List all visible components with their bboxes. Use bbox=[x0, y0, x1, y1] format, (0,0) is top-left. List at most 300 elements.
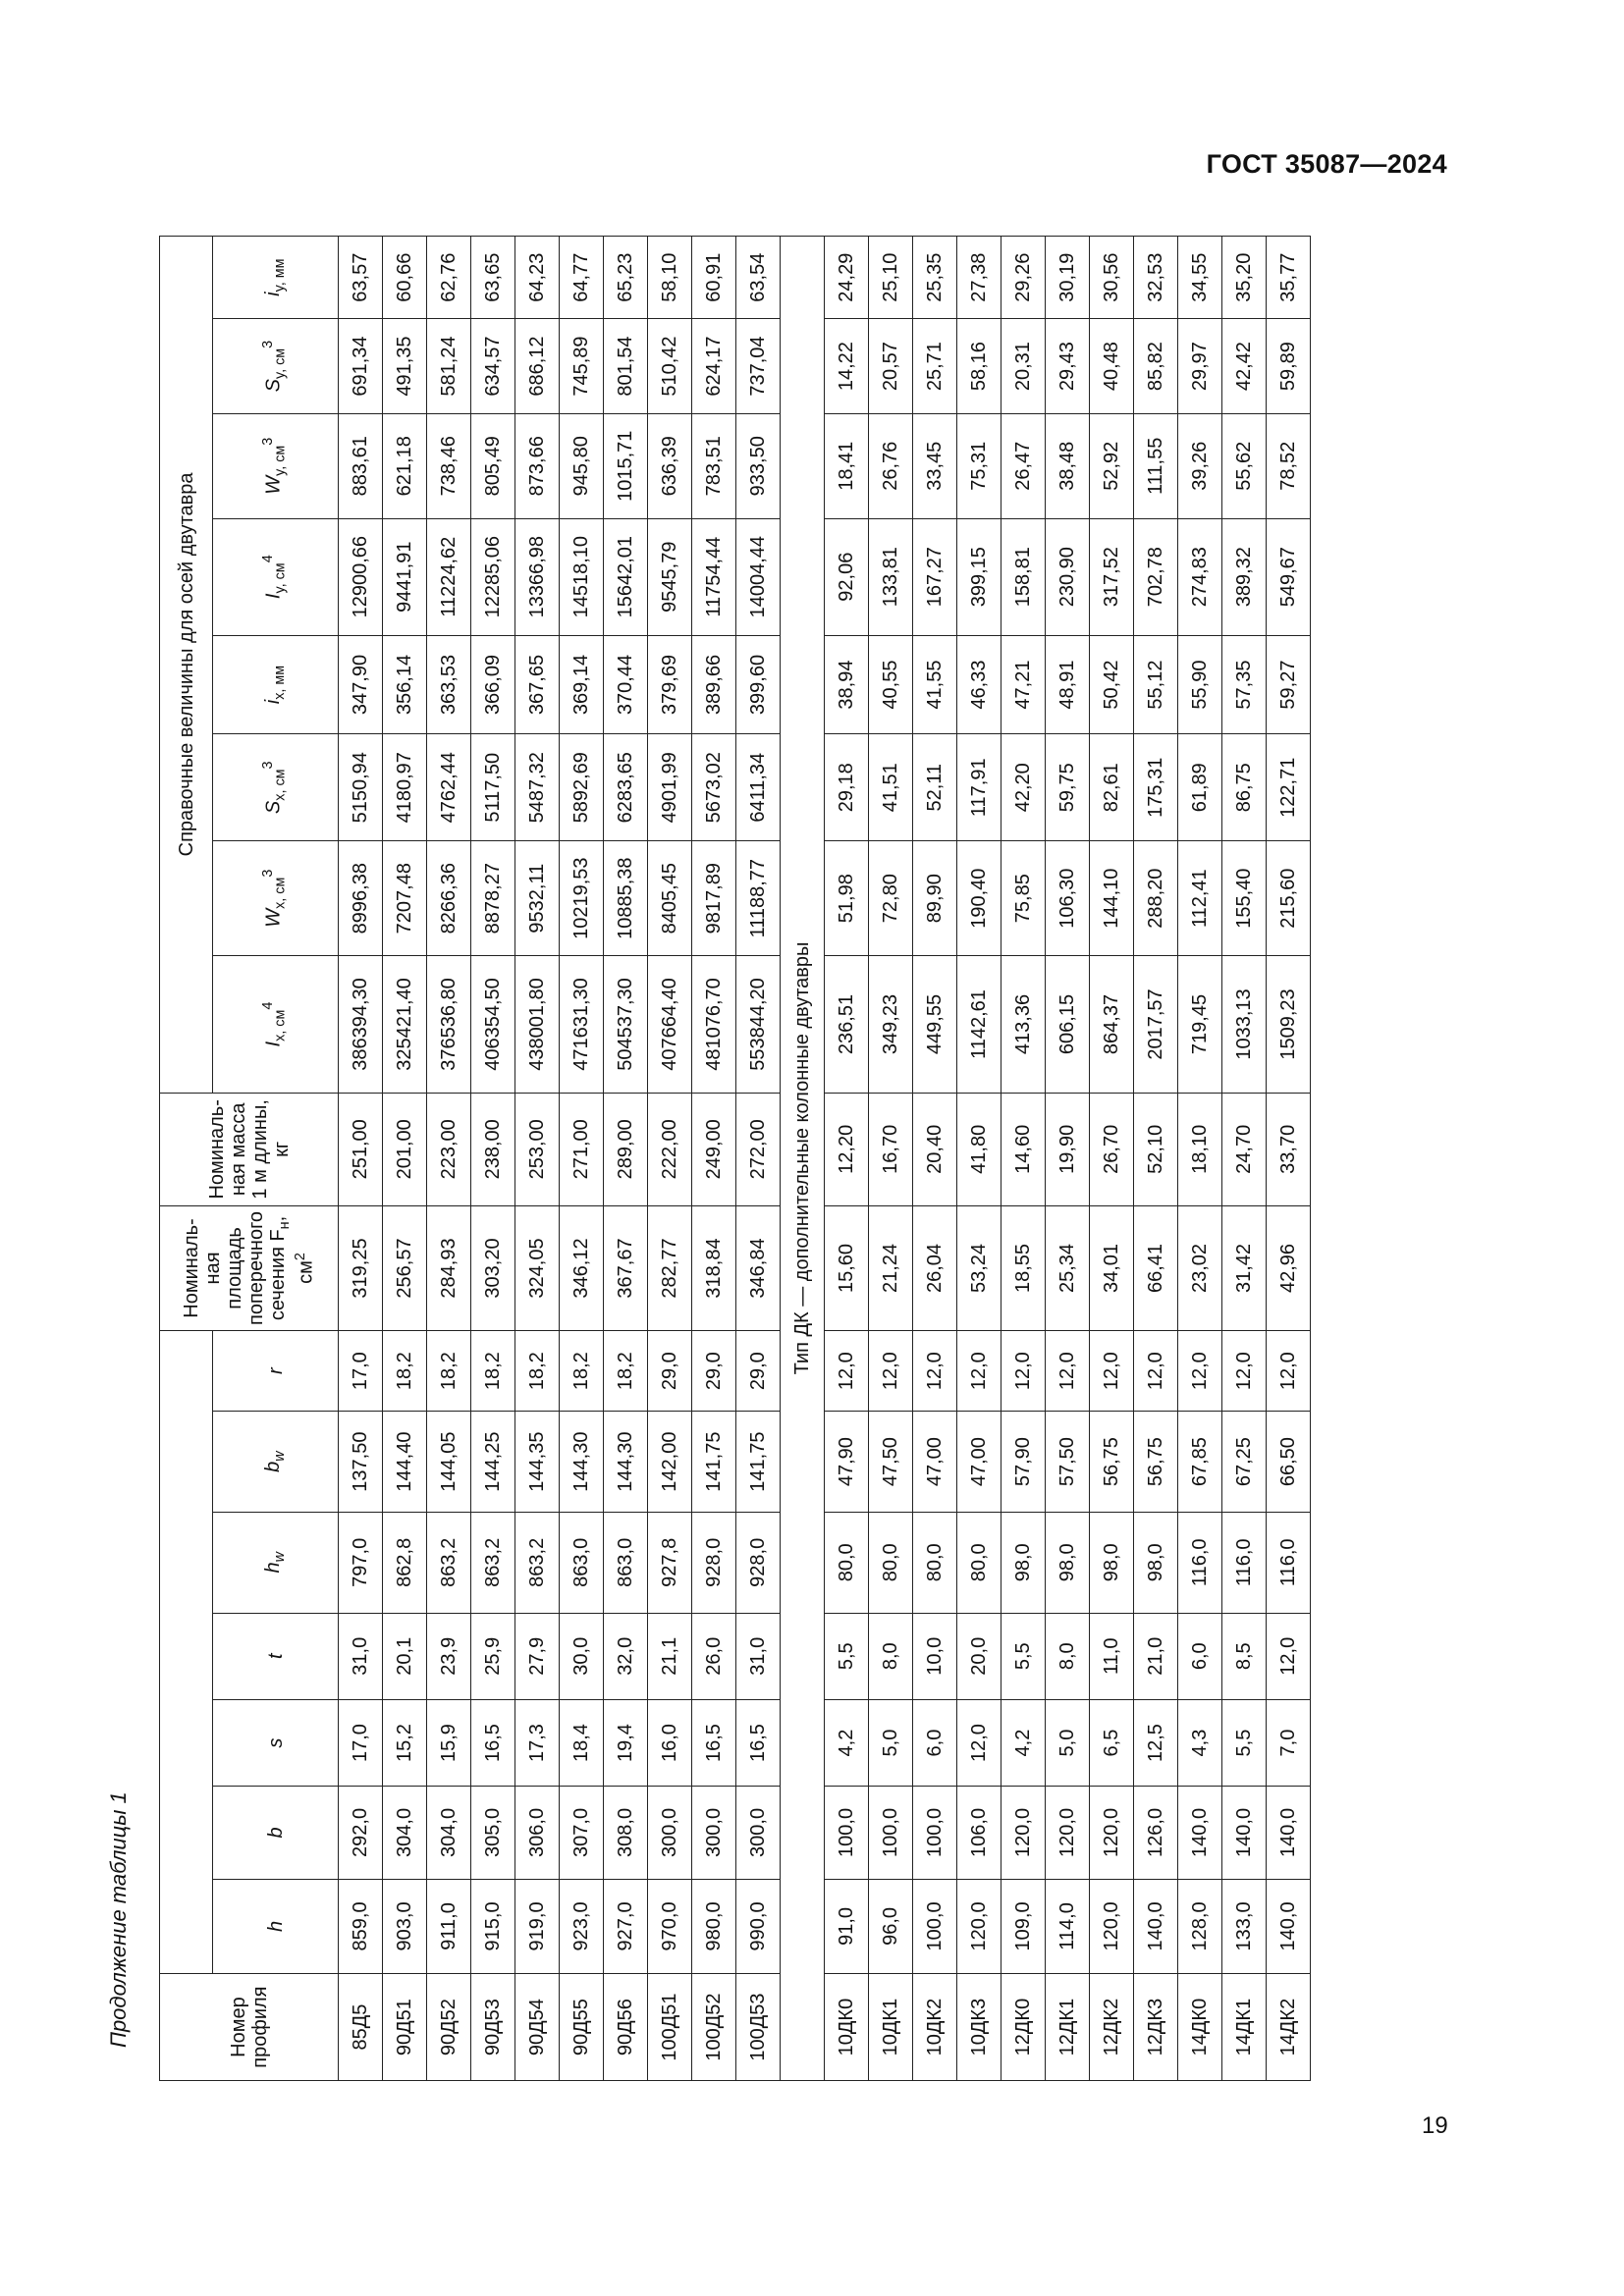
table-cell: 155,40 bbox=[1222, 841, 1267, 956]
table-cell: 8,0 bbox=[1046, 1613, 1090, 1699]
table-row bbox=[1178, 237, 1222, 2081]
table-cell: 12,0 bbox=[957, 1699, 1001, 1786]
table-row bbox=[736, 237, 781, 2081]
table-cell: 89,90 bbox=[913, 841, 957, 956]
table-cell: 15,9 bbox=[427, 1699, 471, 1786]
table-row bbox=[648, 237, 692, 2081]
col-r-symbol: r bbox=[264, 1367, 287, 1375]
table-cell: 236,51 bbox=[825, 956, 869, 1094]
table-cell: 18,10 bbox=[1178, 1093, 1222, 1205]
table-cell: 86,75 bbox=[1222, 734, 1267, 841]
table-cell: 31,42 bbox=[1222, 1205, 1267, 1330]
table-cell: 140,0 bbox=[1178, 1787, 1222, 1879]
table-cell: 249,00 bbox=[692, 1093, 736, 1205]
table-cell: 14,60 bbox=[1001, 1093, 1046, 1205]
table-cell: 27,9 bbox=[515, 1613, 560, 1699]
table-row bbox=[1001, 237, 1046, 2081]
col-Sy-symbol: S bbox=[262, 379, 285, 393]
table-cell: 116,0 bbox=[1267, 1512, 1311, 1613]
table-cell: 116,0 bbox=[1222, 1512, 1267, 1613]
table-cell: 30,56 bbox=[1090, 237, 1134, 319]
table-cell: 389,32 bbox=[1222, 518, 1267, 635]
table-cell: 8996,38 bbox=[339, 841, 383, 956]
table-cell: 62,76 bbox=[427, 237, 471, 319]
profile-number-cell: 90Д53 bbox=[471, 1974, 515, 2081]
table-cell: 29,43 bbox=[1046, 319, 1090, 414]
col-Wx-symbol: W bbox=[262, 908, 285, 928]
table-row bbox=[825, 237, 869, 2081]
table-cell: 903,0 bbox=[383, 1879, 427, 1974]
table-cell: 928,0 bbox=[692, 1512, 736, 1613]
table-cell: 6,0 bbox=[913, 1699, 957, 1786]
table-cell: 12,0 bbox=[1222, 1331, 1267, 1412]
table-body-dk bbox=[825, 237, 1311, 2081]
col-profile-header: Номер профиля bbox=[160, 1974, 339, 2081]
table-cell: 223,00 bbox=[427, 1093, 471, 1205]
col-Wy-sub: y, см bbox=[272, 445, 289, 476]
table-cell: 24,70 bbox=[1222, 1093, 1267, 1205]
table-cell: 4,2 bbox=[1001, 1699, 1046, 1786]
table-cell: 691,34 bbox=[339, 319, 383, 414]
table-cell: 18,2 bbox=[427, 1331, 471, 1412]
table-cell: 9545,79 bbox=[648, 518, 692, 635]
col-ix-header bbox=[213, 635, 339, 734]
table-cell: 72,80 bbox=[869, 841, 913, 956]
table-cell: 702,78 bbox=[1134, 518, 1178, 635]
table-cell: 5,5 bbox=[825, 1613, 869, 1699]
table-row bbox=[1222, 237, 1267, 2081]
table-cell: 284,93 bbox=[427, 1205, 471, 1330]
table-cell: 33,70 bbox=[1267, 1093, 1311, 1205]
table-cell: 10219,53 bbox=[560, 841, 604, 956]
table-cell: 292,0 bbox=[339, 1787, 383, 1879]
table-cell: 686,12 bbox=[515, 319, 560, 414]
table-cell: 175,31 bbox=[1134, 734, 1178, 841]
table-cell: 621,18 bbox=[383, 413, 427, 518]
table-cell: 8,5 bbox=[1222, 1613, 1267, 1699]
col-Iy-sub: y, см bbox=[272, 562, 289, 594]
table-cell: 12,0 bbox=[957, 1331, 1001, 1412]
table-cell: 256,57 bbox=[383, 1205, 427, 1330]
table-cell: 399,60 bbox=[736, 635, 781, 734]
table-cell: 25,34 bbox=[1046, 1205, 1090, 1330]
table-cell: 65,23 bbox=[604, 237, 648, 319]
table-cell: 805,49 bbox=[471, 413, 515, 518]
table-cell: 18,4 bbox=[560, 1699, 604, 1786]
profile-number-cell: 12ДК3 bbox=[1134, 1974, 1178, 2081]
table-cell: 980,0 bbox=[692, 1879, 736, 1974]
table-cell: 5150,94 bbox=[339, 734, 383, 841]
table-cell: 12285,06 bbox=[471, 518, 515, 635]
table-cell: 5487,32 bbox=[515, 734, 560, 841]
table-cell: 96,0 bbox=[869, 1879, 913, 1974]
table-cell: 21,1 bbox=[648, 1613, 692, 1699]
table-cell: 56,75 bbox=[1090, 1412, 1134, 1513]
table-cell: 305,0 bbox=[471, 1787, 515, 1879]
table-cell: 5892,69 bbox=[560, 734, 604, 841]
table-cell: 47,21 bbox=[1001, 635, 1046, 734]
table-cell: 20,0 bbox=[957, 1613, 1001, 1699]
col-hw-header: $h_w$ bbox=[213, 1512, 339, 1613]
table-cell: 389,66 bbox=[692, 635, 736, 734]
table-cell: 581,24 bbox=[427, 319, 471, 414]
table-cell: 471631,30 bbox=[560, 956, 604, 1094]
table-cell: 8878,27 bbox=[471, 841, 515, 956]
section-label: Тип ДК — дополнительные колонные двутавры bbox=[781, 237, 825, 2081]
profile-number-cell: 90Д56 bbox=[604, 1974, 648, 2081]
table-cell: 282,77 bbox=[648, 1205, 692, 1330]
table-cell: 34,01 bbox=[1090, 1205, 1134, 1330]
profile-number-cell: 12ДК1 bbox=[1046, 1974, 1090, 2081]
table-cell: 324,05 bbox=[515, 1205, 560, 1330]
table-cell: 12,0 bbox=[825, 1331, 869, 1412]
table-cell: 5,0 bbox=[869, 1699, 913, 1786]
table-cell: 18,55 bbox=[1001, 1205, 1046, 1330]
table-cell: 18,2 bbox=[604, 1331, 648, 1412]
table-cell: 20,40 bbox=[913, 1093, 957, 1205]
table-cell: 7,0 bbox=[1267, 1699, 1311, 1786]
table-cell: 553844,20 bbox=[736, 956, 781, 1094]
table-cell: 12,0 bbox=[1001, 1331, 1046, 1412]
table-cell: 59,75 bbox=[1046, 734, 1090, 841]
table-cell: 9817,89 bbox=[692, 841, 736, 956]
table-cell: 29,26 bbox=[1001, 237, 1046, 319]
table-cell: 47,90 bbox=[825, 1412, 869, 1513]
table-cell: 915,0 bbox=[471, 1879, 515, 1974]
table-cell: 12,0 bbox=[1178, 1331, 1222, 1412]
table-cell: 318,84 bbox=[692, 1205, 736, 1330]
table-cell: 120,0 bbox=[1090, 1787, 1134, 1879]
table-cell: 346,84 bbox=[736, 1205, 781, 1330]
table-cell: 23,9 bbox=[427, 1613, 471, 1699]
ref-group-header: Справочные величины для осей двутавра bbox=[160, 237, 213, 1094]
table-cell: 142,00 bbox=[648, 1412, 692, 1513]
col-Iy-header: $I_{y, см}^4$ bbox=[213, 518, 339, 635]
table-cell: 606,15 bbox=[1046, 956, 1090, 1094]
profile-number-cell: 90Д52 bbox=[427, 1974, 471, 2081]
table-cell: 112,41 bbox=[1178, 841, 1222, 956]
table-cell: 32,0 bbox=[604, 1613, 648, 1699]
table-cell: 47,00 bbox=[913, 1412, 957, 1513]
table-cell: 304,0 bbox=[427, 1787, 471, 1879]
table-cell: 300,0 bbox=[736, 1787, 781, 1879]
table-cell: 58,10 bbox=[648, 237, 692, 319]
table-cell: 8405,45 bbox=[648, 841, 692, 956]
table-cell: 1142,61 bbox=[957, 956, 1001, 1094]
table-cell: 1015,71 bbox=[604, 413, 648, 518]
table-cell: 67,25 bbox=[1222, 1412, 1267, 1513]
table-cell: 366,09 bbox=[471, 635, 515, 734]
table-cell: 25,9 bbox=[471, 1613, 515, 1699]
table-cell: 990,0 bbox=[736, 1879, 781, 1974]
table-cell: 158,81 bbox=[1001, 518, 1046, 635]
table-cell: 510,42 bbox=[648, 319, 692, 414]
table-cell: 106,0 bbox=[957, 1787, 1001, 1879]
table-cell: 66,41 bbox=[1134, 1205, 1178, 1330]
table-cell: 859,0 bbox=[339, 1879, 383, 1974]
table-cell: 863,0 bbox=[604, 1512, 648, 1613]
table-cell: 367,67 bbox=[604, 1205, 648, 1330]
table-cell: 52,92 bbox=[1090, 413, 1134, 518]
table-cell: 10,0 bbox=[913, 1613, 957, 1699]
table-cell: 78,52 bbox=[1267, 413, 1311, 518]
table-cell: 12,20 bbox=[825, 1093, 869, 1205]
table-cell: 1509,23 bbox=[1267, 956, 1311, 1094]
profile-number-cell: 14ДК1 bbox=[1222, 1974, 1267, 2081]
profile-number-cell: 90Д54 bbox=[515, 1974, 560, 2081]
table-cell: 26,47 bbox=[1001, 413, 1046, 518]
table-cell: 5,5 bbox=[1222, 1699, 1267, 1786]
table-cell: 18,2 bbox=[560, 1331, 604, 1412]
table-cell: 863,2 bbox=[471, 1512, 515, 1613]
table-cell: 141,75 bbox=[692, 1412, 736, 1513]
table-cell: 25,35 bbox=[913, 237, 957, 319]
profile-number-cell: 12ДК0 bbox=[1001, 1974, 1046, 2081]
table-cell: 4762,44 bbox=[427, 734, 471, 841]
col-Ix-header: $I_{x, см}^4$ bbox=[213, 956, 339, 1094]
table-cell: 12,0 bbox=[1046, 1331, 1090, 1412]
table-cell: 16,5 bbox=[736, 1699, 781, 1786]
area-label: Номинальная площадь поперечного сечения F bbox=[181, 1210, 290, 1325]
table-cell: 56,75 bbox=[1134, 1412, 1178, 1513]
table-cell: 306,0 bbox=[515, 1787, 560, 1879]
table-cell: 144,05 bbox=[427, 1412, 471, 1513]
table-cell: 40,55 bbox=[869, 635, 913, 734]
table-cell: 18,41 bbox=[825, 413, 869, 518]
table-cell: 406354,50 bbox=[471, 956, 515, 1094]
table-cell: 38,48 bbox=[1046, 413, 1090, 518]
table-cell: 5,5 bbox=[1001, 1613, 1046, 1699]
table-cell: 33,45 bbox=[913, 413, 957, 518]
table-cell: 873,66 bbox=[515, 413, 560, 518]
table-cell: 98,0 bbox=[1001, 1512, 1046, 1613]
table-cell: 1033,13 bbox=[1222, 956, 1267, 1094]
table-cell: 272,00 bbox=[736, 1093, 781, 1205]
profile-number-cell: 10ДК3 bbox=[957, 1974, 1001, 2081]
profile-number-cell: 14ДК2 bbox=[1267, 1974, 1311, 2081]
table-cell: 140,0 bbox=[1222, 1787, 1267, 1879]
table-cell: 349,23 bbox=[869, 956, 913, 1094]
table-cell: 57,50 bbox=[1046, 1412, 1090, 1513]
table-row bbox=[957, 237, 1001, 2081]
table-cell: 9532,11 bbox=[515, 841, 560, 956]
col-Sx-header: $S_{x, см}^3$ bbox=[213, 734, 339, 841]
table-cell: 10885,38 bbox=[604, 841, 648, 956]
table-cell: 347,90 bbox=[339, 635, 383, 734]
table-cell: 928,0 bbox=[736, 1512, 781, 1613]
table-row bbox=[339, 237, 383, 2081]
table-row bbox=[692, 237, 736, 2081]
table-row bbox=[1090, 237, 1134, 2081]
table-cell: 52,10 bbox=[1134, 1093, 1178, 1205]
col-Sx-symbol: S bbox=[262, 800, 285, 815]
table-cell: 35,77 bbox=[1267, 237, 1311, 319]
table-cell: 137,50 bbox=[339, 1412, 383, 1513]
table-cell: 4901,99 bbox=[648, 734, 692, 841]
table-cell: 15642,01 bbox=[604, 518, 648, 635]
table-cell: 106,30 bbox=[1046, 841, 1090, 956]
table-cell: 29,0 bbox=[648, 1331, 692, 1412]
col-iy-sub: y, мм bbox=[272, 258, 289, 293]
table-cell: 797,0 bbox=[339, 1512, 383, 1613]
table-cell: 719,45 bbox=[1178, 956, 1222, 1094]
table-cell: 82,61 bbox=[1090, 734, 1134, 841]
profile-number-cell: 12ДК2 bbox=[1090, 1974, 1134, 2081]
table-cell: 12,0 bbox=[1267, 1331, 1311, 1412]
table-cell: 863,0 bbox=[560, 1512, 604, 1613]
table-cell: 7207,48 bbox=[383, 841, 427, 956]
table-cell: 17,0 bbox=[339, 1699, 383, 1786]
table-cell: 17,0 bbox=[339, 1331, 383, 1412]
table-cell: 133,0 bbox=[1222, 1879, 1267, 1974]
table-cell: 8,0 bbox=[869, 1613, 913, 1699]
table-cell: 140,0 bbox=[1267, 1787, 1311, 1879]
table-cell: 370,44 bbox=[604, 635, 648, 734]
table-cell: 5673,02 bbox=[692, 734, 736, 841]
table-cell: 12,0 bbox=[1134, 1331, 1178, 1412]
table-cell: 11224,62 bbox=[427, 518, 471, 635]
table-cell: 11754,44 bbox=[692, 518, 736, 635]
table-cell: 120,0 bbox=[957, 1879, 1001, 1974]
table-cell: 307,0 bbox=[560, 1787, 604, 1879]
table-cell: 317,52 bbox=[1090, 518, 1134, 635]
table-cell: 35,20 bbox=[1222, 237, 1267, 319]
table-cell: 20,1 bbox=[383, 1613, 427, 1699]
col-b-header bbox=[213, 1787, 339, 1879]
table-cell: 12,0 bbox=[869, 1331, 913, 1412]
table-cell: 864,37 bbox=[1090, 956, 1134, 1094]
table-cell: 16,70 bbox=[869, 1093, 913, 1205]
table-cell: 111,55 bbox=[1134, 413, 1178, 518]
table-cell: 6,0 bbox=[1178, 1613, 1222, 1699]
table-cell: 26,76 bbox=[869, 413, 913, 518]
col-ix-sub: x, мм bbox=[272, 665, 289, 700]
table-cell: 91,0 bbox=[825, 1879, 869, 1974]
table-cell: 98,0 bbox=[1134, 1512, 1178, 1613]
table-cell: 30,19 bbox=[1046, 237, 1090, 319]
table-cell: 407664,40 bbox=[648, 956, 692, 1094]
profile-number-cell: 10ДК0 bbox=[825, 1974, 869, 2081]
col-h-symbol: h bbox=[264, 1920, 287, 1932]
table-cell: 63,54 bbox=[736, 237, 781, 319]
table-cell: 47,50 bbox=[869, 1412, 913, 1513]
table-cell: 46,33 bbox=[957, 635, 1001, 734]
profile-number-cell: 14ДК0 bbox=[1178, 1974, 1222, 2081]
table-cell: 14518,10 bbox=[560, 518, 604, 635]
table-cell: 133,81 bbox=[869, 518, 913, 635]
table-cell: 25,71 bbox=[913, 319, 957, 414]
table-cell: 61,89 bbox=[1178, 734, 1222, 841]
col-s-symbol: s bbox=[264, 1737, 287, 1748]
table-cell: 438001,80 bbox=[515, 956, 560, 1094]
profile-number-cell: 100Д51 bbox=[648, 1974, 692, 2081]
table-row bbox=[515, 237, 560, 2081]
table-cell: 883,61 bbox=[339, 413, 383, 518]
table-cell: 31,0 bbox=[339, 1613, 383, 1699]
table-cell: 21,0 bbox=[1134, 1613, 1178, 1699]
table-cell: 63,65 bbox=[471, 237, 515, 319]
table-cell: 2017,57 bbox=[1134, 956, 1178, 1094]
profile-number-cell: 90Д55 bbox=[560, 1974, 604, 2081]
table-cell: 23,02 bbox=[1178, 1205, 1222, 1330]
table-cell: 304,0 bbox=[383, 1787, 427, 1879]
profile-number-cell: 90Д51 bbox=[383, 1974, 427, 2081]
table-cell: 376536,80 bbox=[427, 956, 471, 1094]
table-cell: 80,0 bbox=[869, 1512, 913, 1613]
table-cell: 128,0 bbox=[1178, 1879, 1222, 1974]
table-cell: 325421,40 bbox=[383, 956, 427, 1094]
table-cell: 491,35 bbox=[383, 319, 427, 414]
table-cell: 80,0 bbox=[957, 1512, 1001, 1613]
table-cell: 6283,65 bbox=[604, 734, 648, 841]
table-cell: 60,66 bbox=[383, 237, 427, 319]
table-cell: 933,50 bbox=[736, 413, 781, 518]
table-cell: 862,8 bbox=[383, 1512, 427, 1613]
table-cell: 16,0 bbox=[648, 1699, 692, 1786]
table-row bbox=[1134, 237, 1178, 2081]
col-hw-symbol: h bbox=[262, 1562, 285, 1574]
table-cell: 55,12 bbox=[1134, 635, 1178, 734]
table-cell: 15,2 bbox=[383, 1699, 427, 1786]
section-row-group bbox=[781, 237, 825, 2081]
table-cell: 919,0 bbox=[515, 1879, 560, 1974]
profile-number-cell: 100Д52 bbox=[692, 1974, 736, 2081]
col-Sy-header: $S_{y, см}^3$ bbox=[213, 319, 339, 414]
table-cell: 98,0 bbox=[1046, 1512, 1090, 1613]
document-code: ГОСТ 35087—2024 bbox=[1206, 149, 1447, 179]
area-unit: см bbox=[295, 1260, 317, 1284]
table-cell: 109,0 bbox=[1001, 1879, 1046, 1974]
table-cell: 42,20 bbox=[1001, 734, 1046, 841]
table-cell: 57,90 bbox=[1001, 1412, 1046, 1513]
table-cell: 80,0 bbox=[825, 1512, 869, 1613]
table-cell: 116,0 bbox=[1178, 1512, 1222, 1613]
table-cell: 399,15 bbox=[957, 518, 1001, 635]
table-cell: 379,69 bbox=[648, 635, 692, 734]
table-row bbox=[471, 237, 515, 2081]
table-cell: 63,57 bbox=[339, 237, 383, 319]
table-cell: 783,51 bbox=[692, 413, 736, 518]
table-row bbox=[1267, 237, 1311, 2081]
table-cell: 60,91 bbox=[692, 237, 736, 319]
profile-table-wrapper bbox=[159, 236, 1357, 2081]
table-cell: 288,20 bbox=[1134, 841, 1178, 956]
table-cell: 15,60 bbox=[825, 1205, 869, 1330]
table-cell: 34,55 bbox=[1178, 237, 1222, 319]
table-cell: 6,5 bbox=[1090, 1699, 1134, 1786]
table-cell: 167,27 bbox=[913, 518, 957, 635]
table-cell: 30,0 bbox=[560, 1613, 604, 1699]
page-number: 19 bbox=[1422, 2112, 1448, 2139]
table-cell: 253,00 bbox=[515, 1093, 560, 1205]
table-cell: 923,0 bbox=[560, 1879, 604, 1974]
table-cell: 4,3 bbox=[1178, 1699, 1222, 1786]
table-cell: 356,14 bbox=[383, 635, 427, 734]
table-cell: 12,5 bbox=[1134, 1699, 1178, 1786]
col-Ix-symbol: I bbox=[262, 1041, 285, 1047]
table-cell: 346,12 bbox=[560, 1205, 604, 1330]
table-cell: 215,60 bbox=[1267, 841, 1311, 956]
table-row bbox=[427, 237, 471, 2081]
table-cell: 126,0 bbox=[1134, 1787, 1178, 1879]
table-cell: 4180,97 bbox=[383, 734, 427, 841]
table-cell: 5,0 bbox=[1046, 1699, 1090, 1786]
col-bw-header: $b_w$ bbox=[213, 1412, 339, 1513]
table-cell: 55,90 bbox=[1178, 635, 1222, 734]
table-cell: 634,57 bbox=[471, 319, 515, 414]
table-cell: 39,26 bbox=[1178, 413, 1222, 518]
table-cell: 58,16 bbox=[957, 319, 1001, 414]
